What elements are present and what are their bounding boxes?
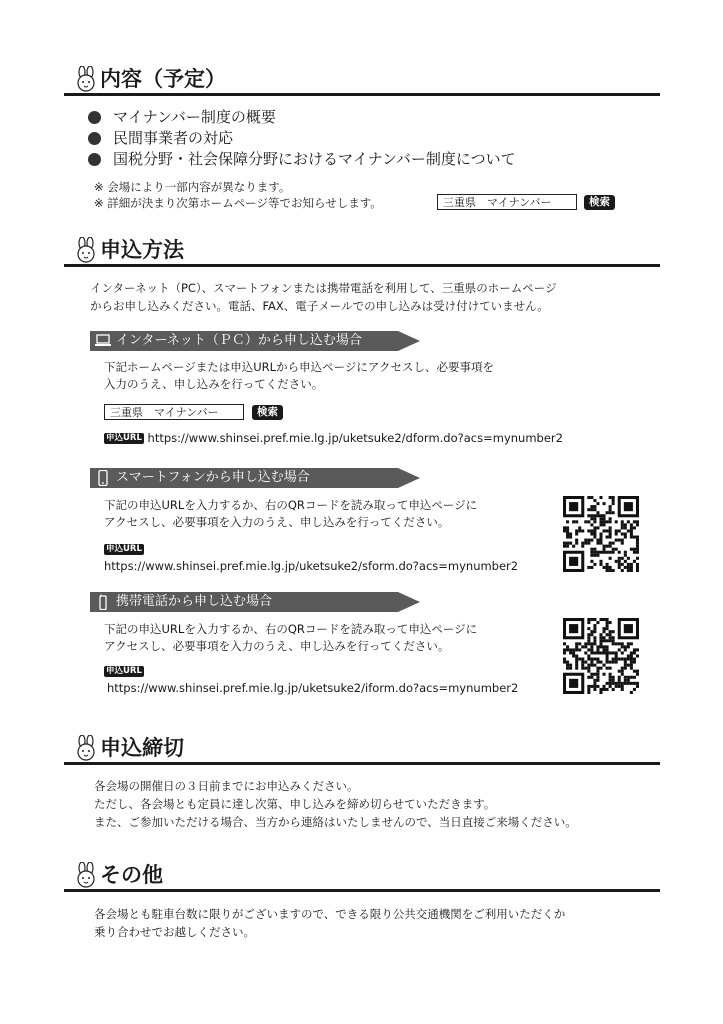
- apply-intro-line: からお申し込みください。電話、FAX、電子メールでの申し込みは受け付けていません。: [90, 299, 549, 313]
- section-divider: [64, 93, 660, 96]
- smartphone-instruction-line: アクセスし、必要事項を入力のうえ、申し込みを行ってください。: [104, 515, 450, 529]
- pc-instruction-line: 下記ホームページまたは申込URLから申込ページにアクセスし、必要事項を: [104, 360, 495, 374]
- apply-intro-line: インターネット（PC）、スマートフォンまたは携帯電話を利用して、三重県のホームページ: [90, 281, 557, 295]
- apply-title-text: 申込方法: [100, 238, 184, 262]
- pc-url-row: [104, 431, 563, 446]
- url-badge: 申込URL: [106, 433, 142, 443]
- other-line: 各会場とも駐車台数に限りがございますので、できる限り公共交通機関をご利用いただくか: [94, 907, 566, 921]
- rabbit-mascot-icon: [74, 862, 98, 888]
- rabbit-mascot-icon: [74, 237, 98, 263]
- section-divider: [64, 264, 660, 267]
- search-keyword-box: 三重県 マイナンバー: [437, 194, 577, 210]
- deadline-line: また、ご参加いただける場合、当方から連絡はいたしませんので、当日直接ご来場ください。: [94, 815, 577, 829]
- rabbit-mascot-icon: [74, 735, 98, 761]
- bullet-dot-icon: [88, 132, 101, 145]
- content-section-title: [74, 66, 226, 92]
- pc-search-button: 検索: [252, 405, 283, 420]
- laptop-icon: [94, 333, 112, 349]
- other-section-title: [74, 862, 163, 888]
- content-title-text: 内容（予定）: [100, 67, 226, 91]
- smartphone-method-banner: [90, 468, 420, 488]
- deadline-line: ただし、各会場とも定員に達し次第、申し込みを締め切らせていただきます。: [94, 797, 496, 811]
- pc-method-banner: [90, 331, 420, 351]
- url-badge: 申込URL: [106, 666, 142, 676]
- deadline-line: 各会場の開催日の３日前までにお申込みください。: [94, 779, 359, 793]
- rabbit-mascot-icon: [74, 66, 98, 92]
- deadline-title-text: 申込締切: [100, 736, 184, 760]
- bullet-dot-icon: [88, 153, 101, 166]
- mobile-method-banner: [90, 592, 420, 612]
- section-divider: [64, 889, 660, 892]
- mobile-phone-icon: [94, 594, 112, 610]
- smartphone-url-badge-row: [104, 542, 144, 557]
- pc-url-link[interactable]: https://www.shinsei.pref.mie.lg.jp/uketsuke2/dform.do?acs=mynumber2: [147, 431, 563, 445]
- bullet-text: 民間事業者の対応: [113, 129, 234, 147]
- pc-instruction-line: 入力のうえ、申し込みを行ってください。: [104, 377, 324, 391]
- pc-banner-text: インターネット（ＰＣ）から申し込む場合: [116, 333, 362, 348]
- mobile-instruction-line: 下記の申込URLを入力するか、右のQRコードを読み取って申込ページに: [104, 622, 478, 636]
- bullet-text: マイナンバー制度の概要: [113, 108, 276, 126]
- url-badge: 申込URL: [106, 544, 142, 554]
- smartphone-instruction-line: 下記の申込URLを入力するか、右のQRコードを読み取って申込ページに: [104, 498, 478, 512]
- mobile-url-badge-row: [104, 664, 144, 679]
- bullet-text: 国税分野・社会保障分野におけるマイナンバー制度について: [113, 150, 516, 168]
- apply-section-title: [74, 237, 184, 263]
- deadline-section-title: [74, 735, 184, 761]
- mobile-qr-code-icon: [563, 618, 639, 694]
- smartphone-url-link[interactable]: https://www.shinsei.pref.mie.lg.jp/uketsuke2/sform.do?acs=mynumber2: [104, 559, 519, 573]
- bullet-item: [88, 107, 276, 127]
- bullet-item: [88, 128, 233, 148]
- other-title-text: その他: [100, 863, 163, 887]
- section-divider: [64, 762, 660, 765]
- other-line: 乗り合わせでお越しください。: [94, 925, 255, 939]
- bullet-item: [88, 149, 516, 169]
- smartphone-icon: [94, 470, 112, 486]
- mobile-banner-text: 携帯電話から申し込む場合: [116, 594, 273, 609]
- search-button: 検索: [584, 195, 615, 210]
- note-text: ※ 会場により一部内容が異なります。: [94, 180, 291, 194]
- bullet-dot-icon: [88, 111, 101, 124]
- pc-search-keyword-box: 三重県 マイナンバー: [104, 404, 244, 420]
- note-text: ※ 詳細が決まり次第ホームページ等でお知らせします。: [94, 196, 382, 210]
- smartphone-qr-code-icon: [563, 496, 639, 572]
- mobile-url-link[interactable]: https://www.shinsei.pref.mie.lg.jp/uketsuke2/iform.do?acs=mynumber2: [107, 681, 519, 695]
- smartphone-banner-text: スマートフォンから申し込む場合: [116, 470, 310, 485]
- mobile-instruction-line: アクセスし、必要事項を入力のうえ、申し込みを行ってください。: [104, 639, 450, 653]
